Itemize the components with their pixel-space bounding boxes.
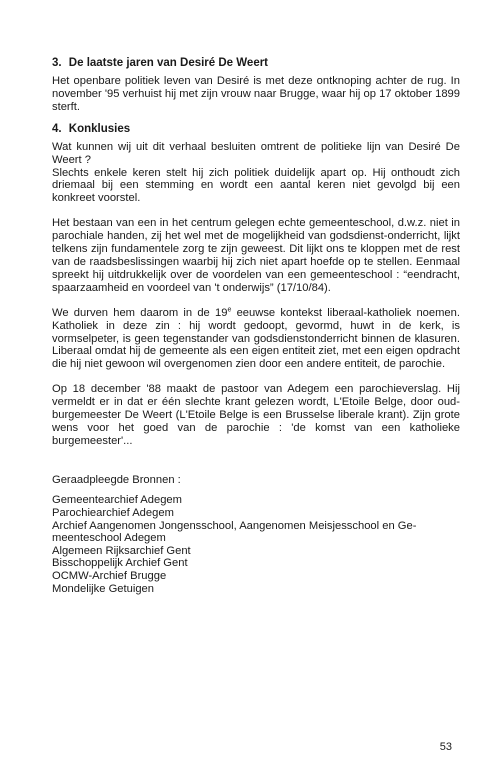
- source-item: Bisschoppelijk Archief Gent: [52, 557, 188, 570]
- section-4-title: Konklusies: [68, 122, 131, 135]
- sources-intro: Geraadpleegde Bronnen :: [52, 473, 181, 486]
- source-item: Gemeentearchief Adegem: [52, 494, 182, 507]
- source-item: Parochiearchief Adegem: [52, 506, 174, 519]
- superscript-e: e: [227, 305, 232, 313]
- source-item: meenteschool Adegem: [52, 532, 166, 545]
- conclusion-paragraph-2: Het bestaan van een in het centrum gelegen echte gemeenteschool, d.w.z. niet in parochiale handen, zij het wel met de mogelijkheid van godsdienst-onderricht, lijkt telkens zijn fundamentele zorg te zijn geweest. Dit lijkt ons te kloppen met de rest van de raadsbeslissingen waarbij hij zich niet apart hoefde op te stellen. Eenmaal spreekt hij uitdrukkelijk over de voordelen van een gemeenteschool : “eendracht, spaarzaamheid en voordeel van 't onderwijs” (17/10/84).: [52, 217, 460, 294]
- section-4-heading: [52, 122, 460, 137]
- conclusion-question: Wat kunnen wij uit dit verhaal besluiten omtrent de politieke lijn van Desiré De Weert ?: [52, 140, 460, 166]
- source-item: Algemeen Rijksarchief Gent: [52, 544, 191, 557]
- conclusion-paragraph-4: Op 18 december '88 maakt de pastoor van Adegem een parochieverslag. Hij vermeldt er in dat er één slechte krant gelezen wordt, L'Etoile Belge, door oud-burgemeester De Weert (L'Etoile Belge is een Brusselse liberale krant). Zijn grote wens voor het goed van de parochie : 'de komst van een katholieke burgemeester'...: [52, 383, 460, 447]
- conclusion-paragraph-1: Slechts enkele keren stelt hij zich politiek duidelijk apart op. Hij onthoudt zich driemaal bij een stemming en wordt een aantal keren niet gevolgd bij een konkreet voorstel.: [52, 166, 460, 205]
- section-3-title: De laatste jaren van Desiré De Weert: [68, 57, 269, 69]
- conclusion-paragraph-3: [52, 307, 460, 372]
- p4-rest: eeuwse kontekst liberaal-katholiek noemen. Katholiek in deze zin : hij wordt gedoopt, gevormd, huwt in de kerk, is vormselpeter, is geen tegenstander van godsdienstonderricht binnen de klasuren. Liberaal omdat hij de gemeente als een eigen entiteit ziet, met een eigen opdracht die hij niet gewoon wil overgenomen zien door een andere entiteit, de parochie.: [52, 306, 460, 371]
- p4-start: We durven hem daarom in de 19: [52, 306, 228, 319]
- source-item: OCMW-Archief Brugge: [52, 569, 167, 582]
- document-page: [52, 56, 460, 595]
- page-number: 53: [439, 741, 452, 753]
- source-item: Mondelijke Getuigen: [52, 582, 154, 595]
- section-3-paragraph: Het openbare politiek leven van Desiré is met deze ontknoping achter de rug. In november '95 verhuist hij met zijn vrouw naar Brugge, waar hij op 17 oktober 1899 sterft.: [52, 75, 460, 113]
- section-3-number: 3.: [52, 57, 62, 69]
- section-3-heading: [52, 56, 460, 71]
- sources-list: [52, 474, 460, 595]
- source-item: Archief Aangenomen Jongensschool, Aangenomen Meisjesschool en Ge-: [52, 519, 417, 532]
- section-4-number: 4.: [52, 122, 62, 135]
